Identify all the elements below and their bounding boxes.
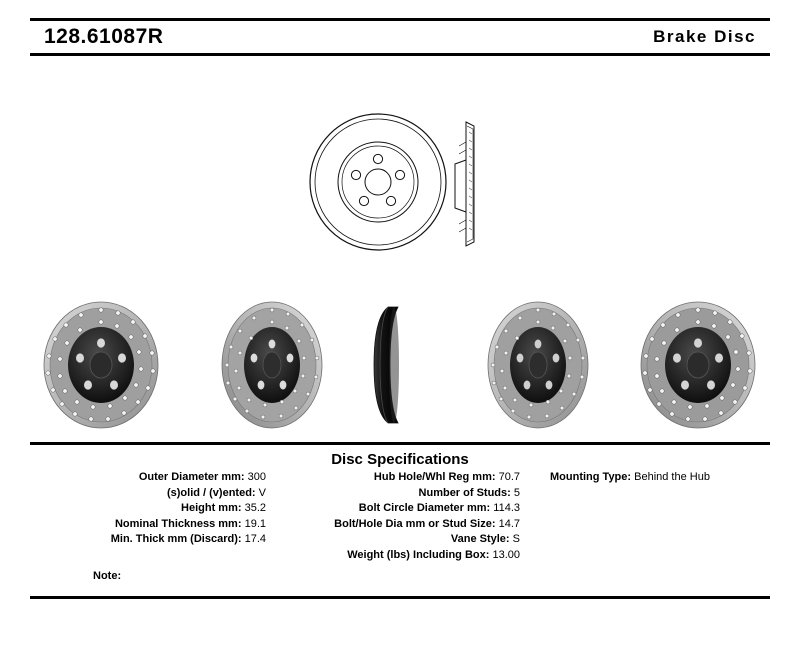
spec-row (30, 470, 266, 486)
drilled-rotor-front-angled-view (222, 302, 322, 428)
spec-label: Nominal Thickness mm: (114, 517, 242, 530)
spec-value: 19.1 (244, 517, 266, 530)
spec-value: S (512, 533, 520, 545)
spec-label: Weight (lbs) Including Box: (347, 548, 490, 561)
spec-columns (30, 470, 770, 580)
spec-label: Bolt Circle Diameter mm: (358, 502, 491, 514)
spec-label: Number of Studs: (418, 486, 511, 499)
spec-value: 114.3 (493, 502, 520, 514)
header-bar (30, 18, 770, 56)
spec-label: Bolt/Hole Dia mm or Stud Size: (334, 517, 496, 530)
spec-label: Min. Thick mm (Discard): (110, 533, 242, 545)
spec-title: Disc Specifications (331, 451, 469, 468)
product-type: Brake Disc (653, 27, 756, 46)
drilled-rotor-front-left-view (44, 302, 158, 428)
spec-value: 5 (513, 486, 520, 499)
spec-value: 70.7 (498, 471, 520, 483)
spec-row (30, 532, 266, 548)
spec-row (270, 548, 520, 564)
spec-value: 14.7 (498, 517, 520, 530)
front-face-outline-view (310, 114, 446, 250)
note-label: Note: (93, 570, 122, 582)
spec-row (270, 486, 520, 502)
bottom-rule (30, 596, 770, 599)
spec-value: 17.4 (244, 533, 266, 545)
spec-value: 300 (247, 471, 266, 483)
spec-row (30, 501, 266, 517)
drilled-rotor-rear-angled-view (488, 302, 588, 428)
spec-label: (s)olid / (v)ented: (166, 486, 256, 499)
spec-row (30, 486, 266, 502)
technical-drawing (0, 60, 800, 430)
spec-label: Hub Hole/Whl Reg mm: (373, 471, 496, 483)
spec-label: Height mm: (181, 502, 242, 514)
note-row (93, 570, 121, 582)
spec-value: V (258, 486, 266, 499)
spec-row (270, 517, 520, 533)
spec-column-right (550, 470, 770, 486)
rotor-edge-profile-view (374, 307, 399, 423)
spec-label: Outer Diameter mm: (138, 471, 245, 483)
spec-row (30, 517, 266, 533)
drilled-rotor-rear-right-view (641, 302, 755, 428)
spec-value: 35.2 (244, 502, 266, 514)
spec-row (270, 532, 520, 548)
spec-row (270, 501, 520, 517)
spec-column-middle (270, 470, 520, 563)
spec-row (270, 470, 520, 486)
spec-label: Mounting Type: (550, 471, 632, 483)
spec-value: 13.00 (492, 548, 520, 561)
cross-section-edge-view (455, 122, 474, 246)
spec-label: Vane Style: (450, 533, 510, 545)
spec-value: Behind the Hub (634, 471, 710, 483)
part-number: 128.61087R (44, 25, 164, 48)
spec-column-left (30, 470, 266, 548)
spec-row (550, 470, 770, 486)
